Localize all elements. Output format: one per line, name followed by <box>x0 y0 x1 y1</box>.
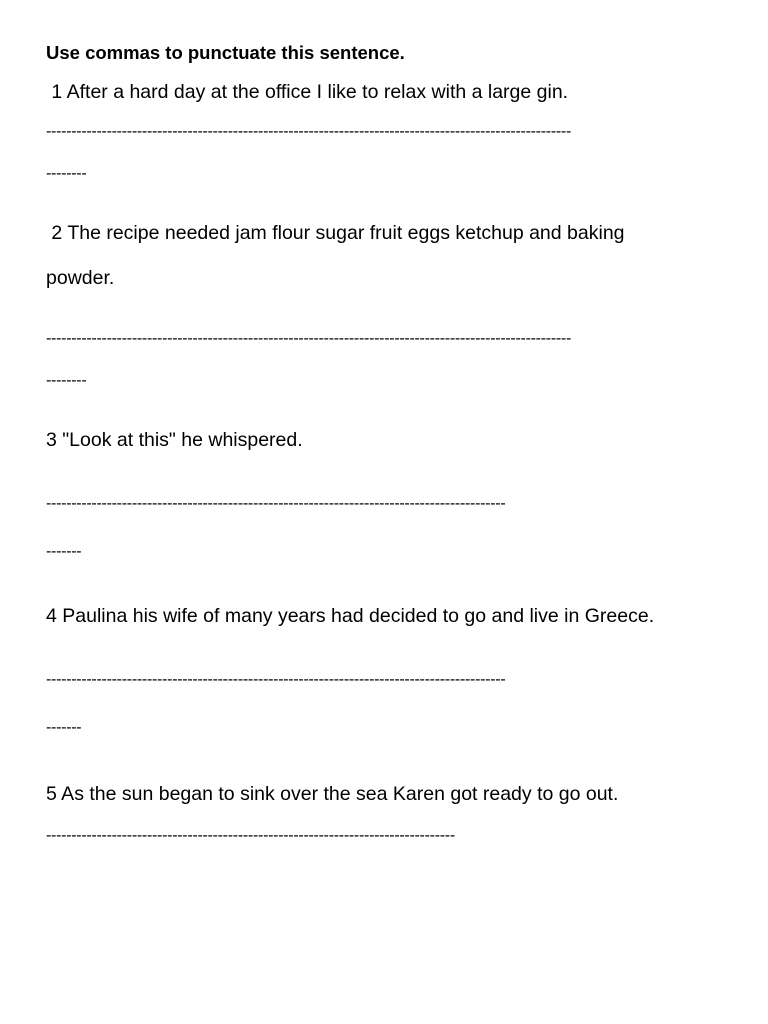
question-2-text: 2 The recipe needed jam flour sugar fruit eggs ketchup and baking <box>46 222 625 244</box>
question-3-answer-line: ------------------------------------------------------------------------------------------- <box>46 495 506 512</box>
question-5-text: 5 As the sun began to sink over the sea Karen got ready to go out. <box>46 783 619 805</box>
question-1-text: 1 After a hard day at the office I like to relax with a large gin. <box>46 81 569 103</box>
question-1-answer-line: -------------------------------------------------------------------------------------------------------- <box>46 123 572 140</box>
question-2-answer-line-continued: -------- <box>46 372 87 389</box>
question-5-answer-line: --------------------------------------------------------------------------------- <box>46 827 455 844</box>
worksheet-title: Use commas to punctuate this sentence. <box>46 42 405 63</box>
question-4-answer-line-continued: ------- <box>46 719 82 736</box>
question-3-text: 3 "Look at this" he whispered. <box>46 429 303 451</box>
question-1-answer-line-continued: -------- <box>46 165 87 182</box>
question-2-text-continued: powder. <box>46 267 115 289</box>
question-4-text: 4 Paulina his wife of many years had decided to go and live in Greece. <box>46 605 655 627</box>
question-3-answer-line-continued: ------- <box>46 543 82 560</box>
question-4-answer-line: ------------------------------------------------------------------------------------------- <box>46 671 506 688</box>
question-2-answer-line: -------------------------------------------------------------------------------------------------------- <box>46 330 572 347</box>
